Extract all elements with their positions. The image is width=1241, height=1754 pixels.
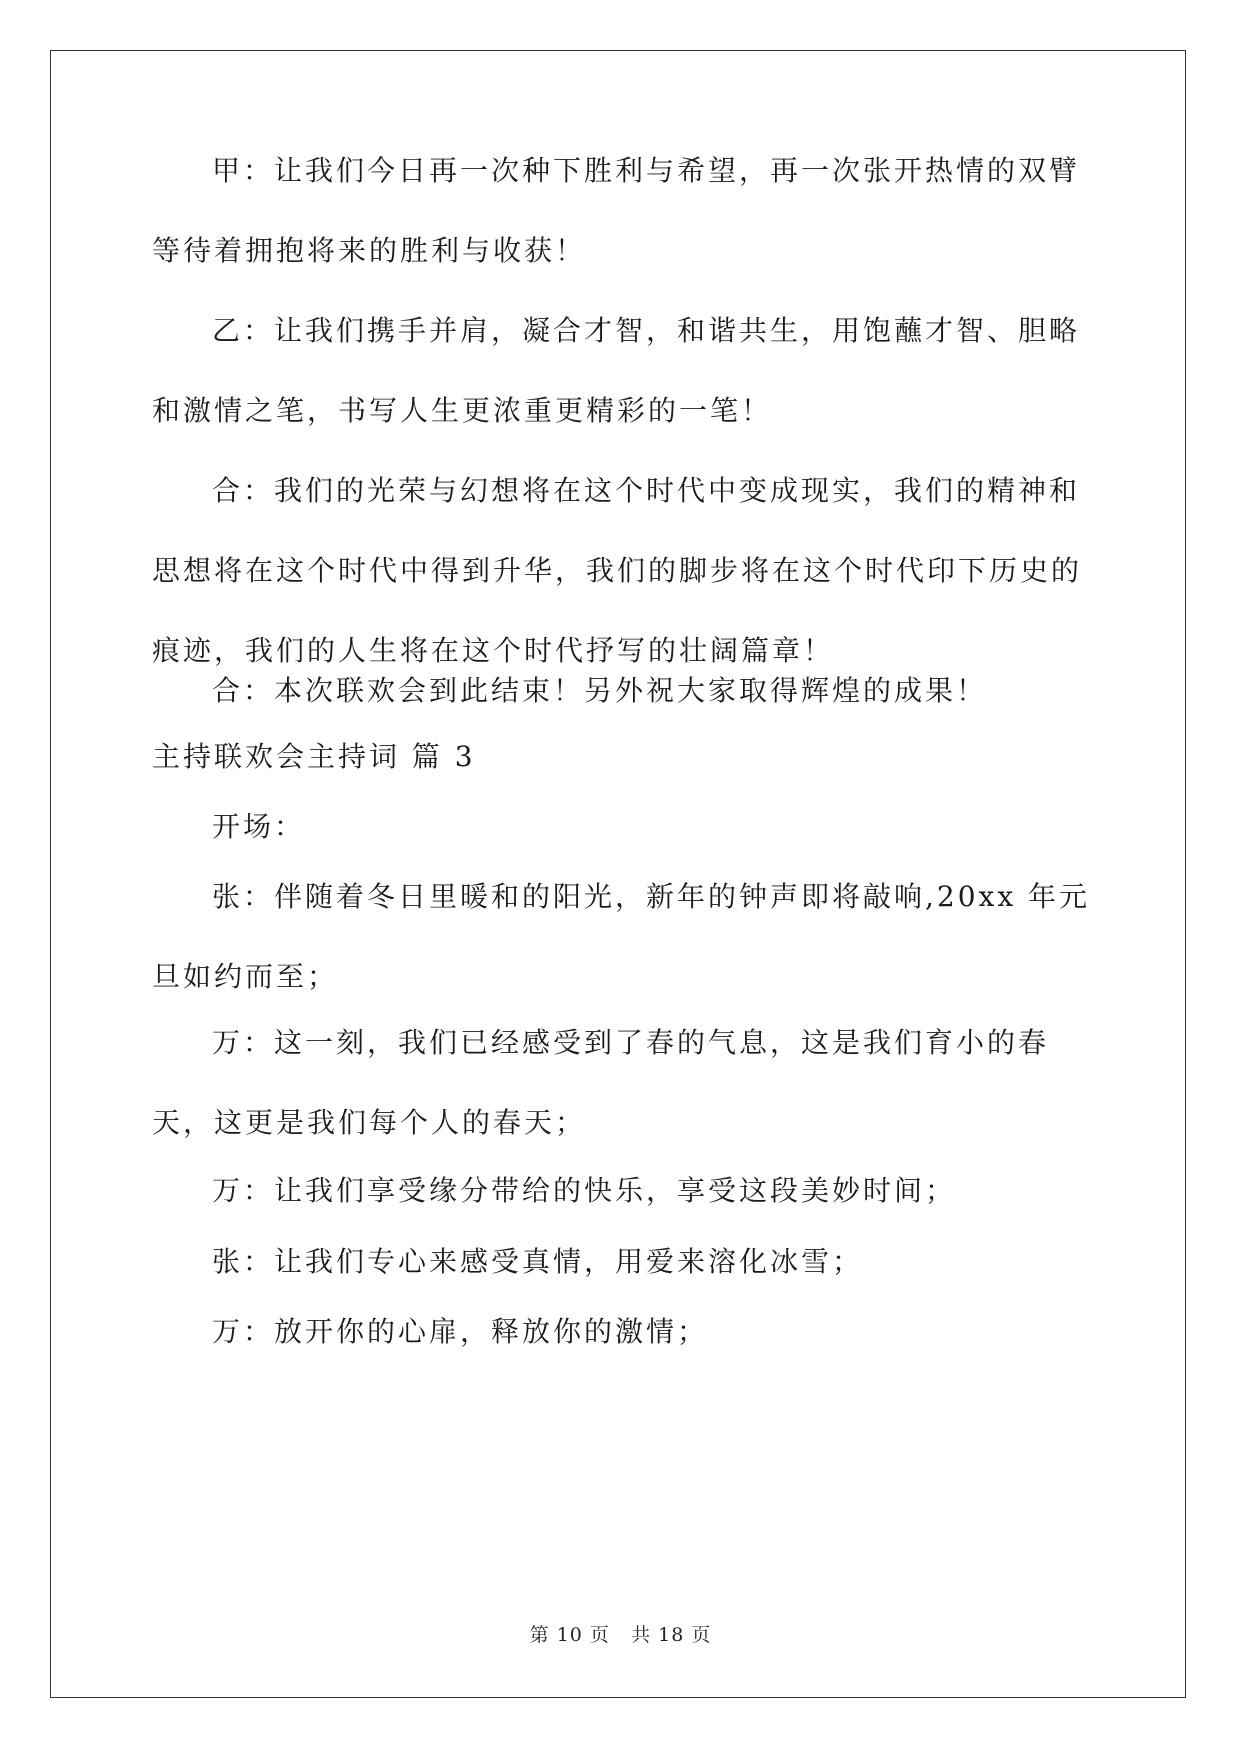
page-total: 共 18 页: [631, 1624, 712, 1646]
paragraph-wan-2: 万：让我们享受缘分带给的快乐，享受这段美妙时间；: [212, 1174, 957, 1207]
paragraph-wan-3: 万：放开你的心扉，释放你的激情；: [212, 1315, 709, 1348]
paragraph-he-1: 合：我们的光荣与幻想将在这个时代中变成现实，我们的精神和思想将在这个时代中得到升华，我们的脚步将在这个时代印下历史的痕迹，我们的人生将在这个时代抒写的壮阔篇章！: [152, 474, 1083, 667]
paragraph-zhang-2: 张：让我们专心来感受真情，用爱来溶化冰雪；: [212, 1245, 864, 1278]
paragraph-zhang-1: 张：伴随着冬日里暖和的阳光，新年的钟声即将敲响,20xx 年元旦如约而至；: [152, 880, 1091, 993]
paragraph-yi: 乙：让我们携手并肩，凝合才智，和谐共生，用饱蘸才智、胆略和激情之笔，书写人生更浓重更精彩的一笔！: [152, 314, 1081, 427]
paragraph-he-2: 合：本次联欢会到此结束！另外祝大家取得辉煌的成果！: [212, 674, 988, 707]
section-heading: 主持联欢会主持词 篇 3: [152, 740, 476, 773]
page-number: 第 10 页: [529, 1624, 610, 1646]
paragraph-opening: 开场：: [212, 810, 306, 843]
page-footer: [0, 1620, 1241, 1647]
paragraph-jia: 甲：让我们今日再一次种下胜利与希望，再一次张开热情的双臂等待着拥抱将来的胜利与收获！: [152, 154, 1081, 267]
paragraph-wan-1: 万：这一刻，我们已经感受到了春的气息，这是我们育小的春天，这更是我们每个人的春天；: [152, 1026, 1050, 1139]
